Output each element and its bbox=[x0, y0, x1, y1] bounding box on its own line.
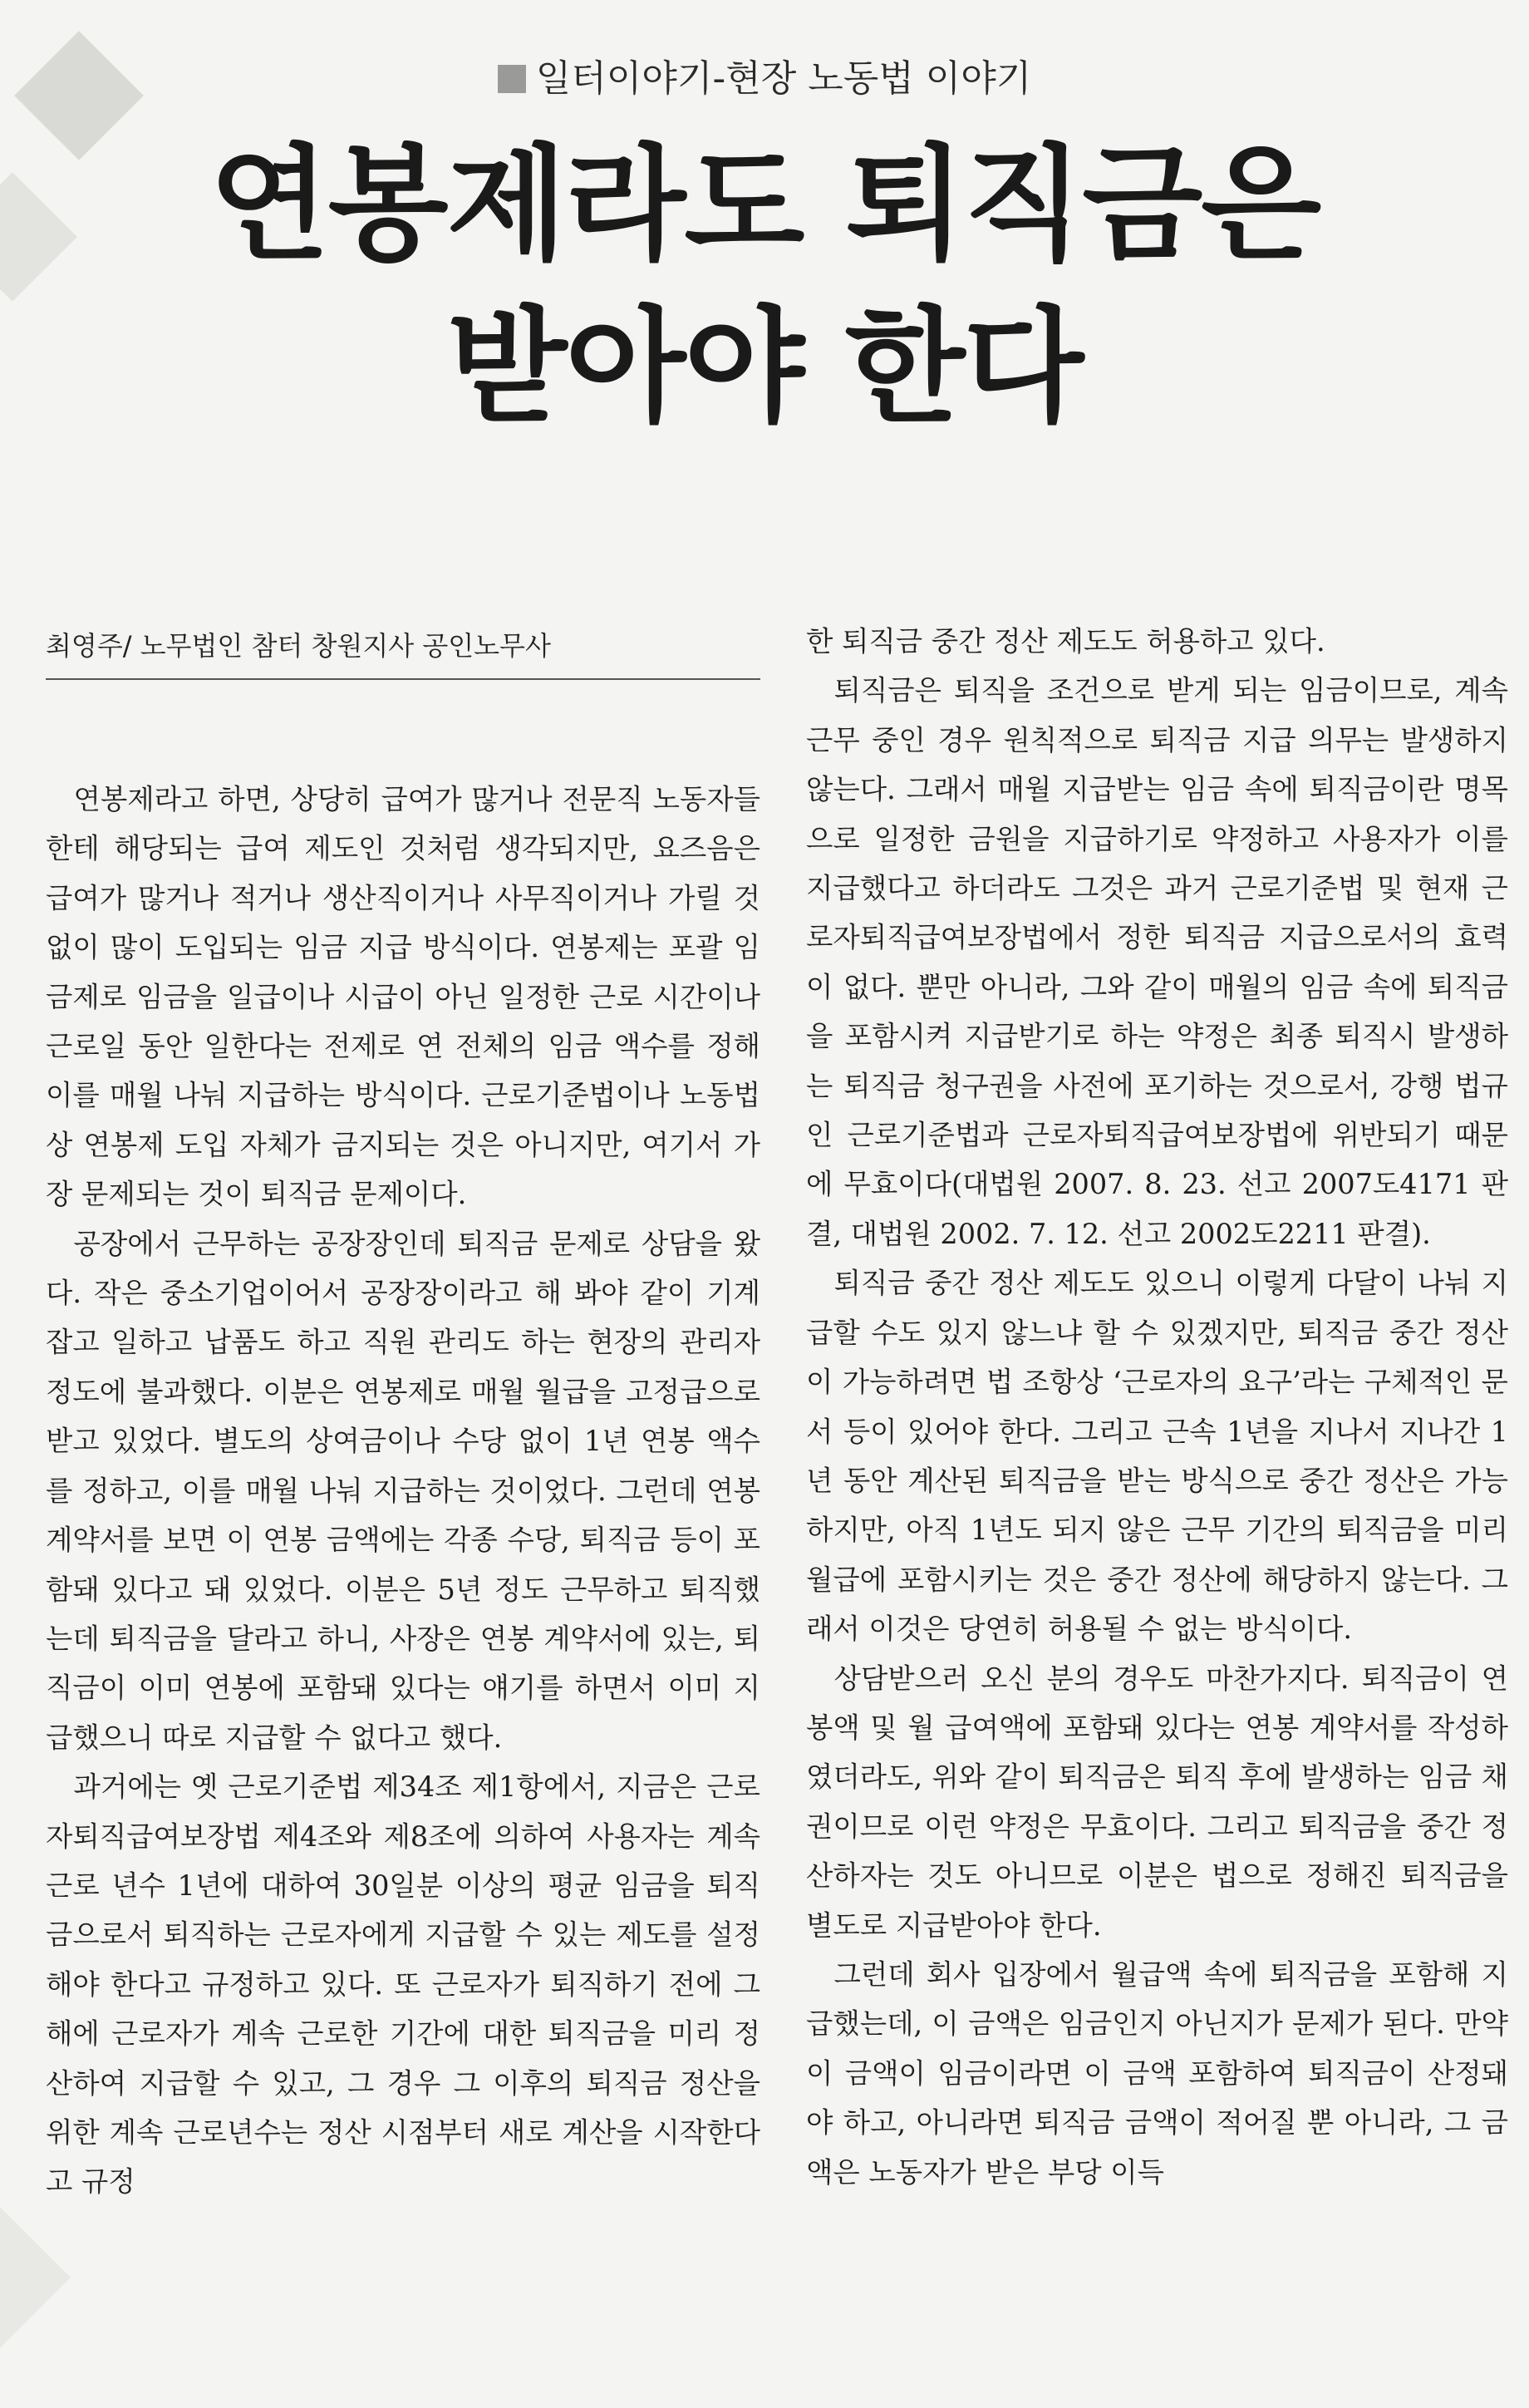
column-label-text: 일터이야기-현장 노동법 이야기 bbox=[535, 57, 1032, 100]
author-byline: 최영주/ 노무법인 참터 창원지사 공인노무사 bbox=[46, 625, 760, 680]
column-label bbox=[0, 48, 1529, 101]
paragraph: 연봉제라고 하면, 상당히 급여가 많거나 전문직 노동자들한테 해당되는 급여 제도인 것처럼 생각되지만, 요즈음은 급여가 많거나 적거나 생산직이거나 사무직이거나 가릴 것 없이 많이 도입되는 임금 지급 방식이다. 연봉제는 포괄 임금제로 임금을 일급이나 시급이 아닌 일정한 근로 시간이나 근로일 동안 일한다는 전제로 연 전체의 임금 액수를 정해 이를 매월 나눠 지급하는 방식이다. 근로기준법이나 노동법상 연봉제 도입 자체가 금지되는 것은 아니지만, 여기서 가장 문제되는 것이 퇴직금 문제이다. bbox=[46, 783, 760, 1211]
article-title bbox=[0, 125, 1529, 449]
right-column bbox=[806, 617, 1508, 2197]
decorative-diamond-icon bbox=[0, 2207, 71, 2348]
left-column bbox=[46, 775, 760, 2207]
paragraph: 상담받으러 오신 분의 경우도 마찬가지다. 퇴직금이 연봉액 및 월 급여액에 포함돼 있다는 연봉 계약서를 작성하였더라도, 위와 같이 퇴직금은 퇴직 후에 발생하는 임금 채권이므로 이런 약정은 무효이다. 그리고 퇴직금을 중간 정산하자는 것도 아니므로 이분은 법으로 정해진 퇴직금을 별도로 지급받아야 한다. bbox=[806, 1662, 1508, 1942]
paragraph-continued: 한 퇴직금 중간 정산 제도도 허용하고 있다. bbox=[806, 625, 1325, 657]
title-line-2: 받아야 한다 bbox=[446, 295, 1083, 440]
paragraph: 퇴직금 중간 정산 제도도 있으니 이렇게 다달이 나눠 지급할 수도 있지 않느냐 할 수 있겠지만, 퇴직금 중간 정산이 가능하려면 법 조항상 ‘근로자의 요구’라는 구체적인 문서 등이 있어야 한다. 그리고 근속 1년을 지나서 지나간 1년 동안 계산된 퇴직금을 받는 방식으로 중간 정산은 가능하지만, 아직 1년도 되지 않은 근무 기간의 퇴직금을 미리 월급에 포함시키는 것은 중간 정산에 해당하지 않는다. 그래서 이것은 당연히 허용될 수 없는 방식이다. bbox=[806, 1267, 1508, 1646]
paragraph: 퇴직금은 퇴직을 조건으로 받게 되는 임금이므로, 계속 근무 중인 경우 원칙적으로 퇴직금 지급 의무는 발생하지 않는다. 그래서 매월 지급받는 임금 속에 퇴직금이란 명목으로 일정한 금원을 지급하기로 약정하고 사용자가 이를 지급했다고 하더라도 그것은 과거 근로기준법 및 현재 근로자퇴직급여보장법에서 정한 퇴직금 지급으로서의 효력이 없다. 뿐만 아니라, 그와 같이 매월의 임금 속에 퇴직금을 포함시켜 지급받기로 하는 약정은 최종 퇴직시 발생하는 퇴직금 청구권을 사전에 포기하는 것으로서, 강행 법규인 근로기준법과 근로자퇴직급여보장법에 위반되기 때문에 무효이다(대법원 2007. 8. 23. 선고 2007도4171 판결, 대법원 2002. 7. 12. 선고 2002도2211 판결). bbox=[806, 674, 1508, 1250]
paragraph: 공장에서 근무하는 공장장인데 퇴직금 문제로 상담을 왔다. 작은 중소기업이어서 공장장이라고 해 봐야 같이 기계 잡고 일하고 납품도 하고 직원 관리도 하는 현장의 관리자 정도에 불과했다. 이분은 연봉제로 매월 월급을 고정급으로 받고 있었다. 별도의 상여금이나 수당 없이 1년 연봉 액수를 정하고, 이를 매월 나눠 지급하는 것이었다. 그런데 연봉 계약서를 보면 이 연봉 금액에는 각종 수당, 퇴직금 등이 포함돼 있다고 돼 있었다. 이분은 5년 정도 근무하고 퇴직했는데 퇴직금을 달라고 하니, 사장은 연봉 계약서에 있는, 퇴직금이 이미 연봉에 포함돼 있다는 얘기를 하면서 이미 지급했으니 따로 지급할 수 없다고 했다. bbox=[46, 1227, 760, 1754]
paragraph: 과거에는 옛 근로기준법 제34조 제1항에서, 지금은 근로자퇴직급여보장법 제4조와 제8조에 의하여 사용자는 계속 근로 년수 1년에 대하여 30일분 이상의 평균 임금을 퇴직금으로서 퇴직하는 근로자에게 지급할 수 있는 제도를 설정해야 한다고 규정하고 있다. 또 근로자가 퇴직하기 전에 그해에 근로자가 계속 근로한 기간에 대한 퇴직금을 미리 정산하여 지급할 수 있고, 그 경우 그 이후의 퇴직금 정산을 위한 계속 근로년수는 정산 시점부터 새로 계산을 시작한다고 규정 bbox=[46, 1770, 760, 2199]
title-line-1: 연봉제라도 퇴직금은 bbox=[209, 133, 1320, 278]
square-bullet-icon bbox=[498, 65, 526, 93]
paragraph: 그런데 회사 입장에서 월급액 속에 퇴직금을 포함해 지급했는데, 이 금액은 임금인지 아닌지가 문제가 된다. 만약 이 금액이 임금이라면 이 금액 포함하여 퇴직금이 산정돼야 하고, 아니라면 퇴직금 금액이 적어질 뿐 아니라, 그 금액은 노동자가 받은 부당 이득 bbox=[806, 1957, 1508, 2189]
